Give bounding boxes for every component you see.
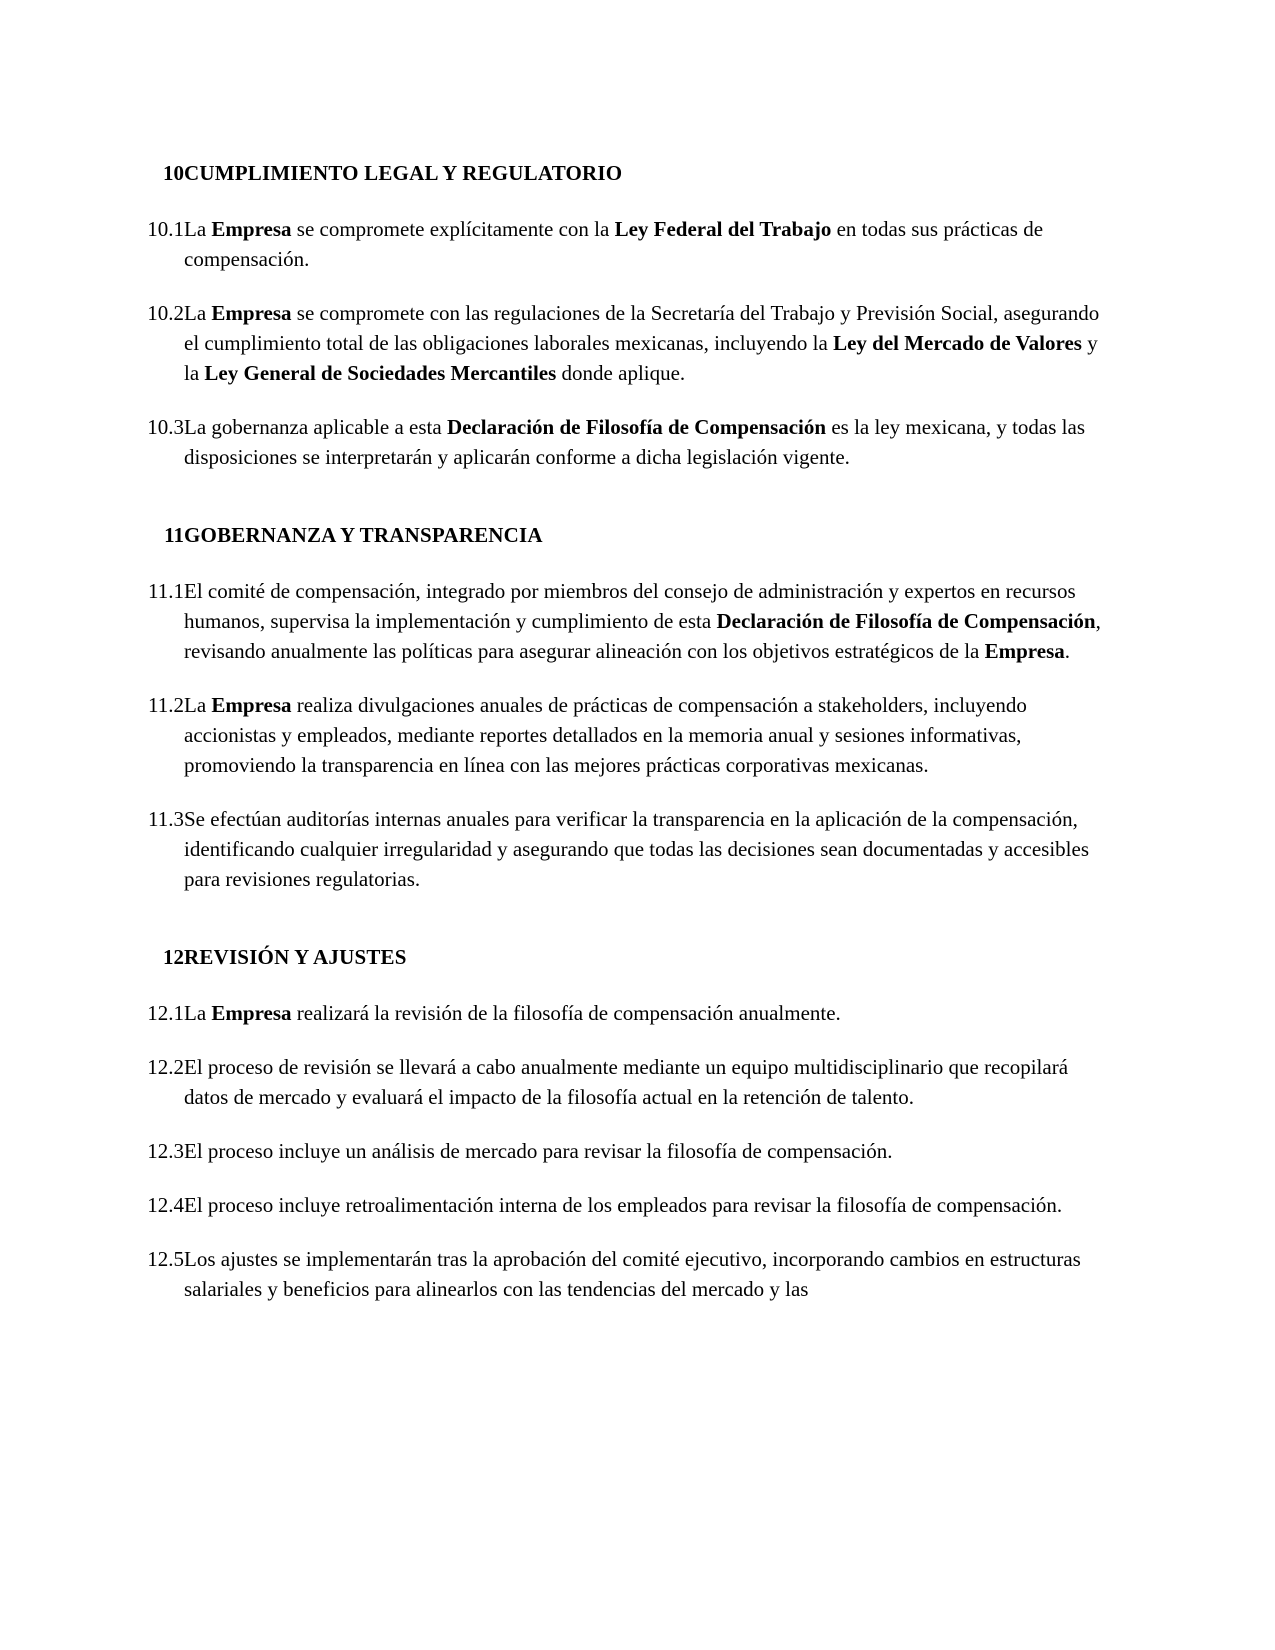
bold-term: Empresa	[211, 693, 292, 717]
document-section	[137, 520, 1117, 894]
clause-number: 10.2	[147, 301, 184, 325]
section-number: 10	[163, 161, 184, 185]
document-content	[137, 158, 1117, 1304]
clause-number: 12.3	[147, 1139, 184, 1163]
clause-number: 11.1	[148, 579, 184, 603]
bold-term: Ley del Mercado de Valores	[833, 331, 1082, 355]
clause-text: La gobernanza aplicable a esta Declaración de Filosofía de Compensación es la ley mexicana, y todas las disposiciones se interpretarán y aplicarán conforme a dicha legislación vigente.	[184, 415, 1085, 469]
section-number: 12	[163, 945, 184, 969]
bold-term: Empresa	[211, 217, 292, 241]
clause-row	[137, 1136, 1117, 1166]
clause-number: 10.1	[147, 217, 184, 241]
bold-term: Declaración de Filosofía de Compensación	[716, 609, 1096, 633]
bold-term: Empresa	[984, 639, 1065, 663]
clause-text: La Empresa realizará la revisión de la filosofía de compensación anualmente.	[184, 1001, 841, 1025]
clause-number: 11.3	[148, 807, 184, 831]
clause-row	[137, 412, 1117, 472]
clause-text: Se efectúan auditorías internas anuales para verificar la transparencia en la aplicación de la compensación, identificando cualquier irregularidad y asegurando que todas las decisiones sean documentadas y accesibles para revisiones regulatorias.	[184, 807, 1089, 891]
clause-number: 12.2	[147, 1055, 184, 1079]
bold-term: Empresa	[211, 301, 292, 325]
section-title: REVISIÓN Y AJUSTES	[184, 945, 407, 969]
clause-row	[137, 690, 1117, 780]
clause-text: El proceso incluye retroalimentación interna de los empleados para revisar la filosofía de compensación.	[184, 1193, 1063, 1217]
clause-text: El comité de compensación, integrado por miembros del consejo de administración y expertos en recursos humanos, supervisa la implementación y cumplimiento de esta Declaración de Filosofía de Compensación, revisando anualmente las políticas para asegurar alineación con los objetivos estratégicos de la Empresa.	[184, 579, 1101, 663]
clause-number: 11.2	[148, 693, 184, 717]
clause-number: 12.4	[147, 1193, 184, 1217]
clause-row	[137, 298, 1117, 388]
bold-term: Declaración de Filosofía de Compensación	[446, 415, 827, 439]
section-heading-row	[137, 942, 1117, 972]
clause-number: 12.1	[147, 1001, 184, 1025]
clause-row	[137, 576, 1117, 666]
clause-text: El proceso de revisión se llevará a cabo anualmente mediante un equipo multidisciplinario que recopilará datos de mercado y evaluará el impacto de la filosofía actual en la retención de talento.	[184, 1055, 1069, 1109]
clause-row	[137, 1244, 1117, 1304]
section-heading-row	[137, 158, 1117, 188]
clause-text: Los ajustes se implementarán tras la aprobación del comité ejecutivo, incorporando cambios en estructuras salariales y beneficios para alinearlos con las tendencias del mercado y las	[184, 1247, 1081, 1301]
clause-number: 10.3	[147, 415, 184, 439]
clause-number: 12.5	[147, 1247, 184, 1271]
clause-row	[137, 1052, 1117, 1112]
document-section	[137, 158, 1117, 472]
clause-row	[137, 804, 1117, 894]
section-title: CUMPLIMIENTO LEGAL Y REGULATORIO	[184, 161, 623, 185]
clause-text: La Empresa se compromete con las regulaciones de la Secretaría del Trabajo y Previsión Social, asegurando el cumplimiento total de las obligaciones laborales mexicanas, incluyendo la Ley del Mercado de Valores y la Ley General de Sociedades Mercantiles donde aplique.	[184, 301, 1100, 385]
clause-row	[137, 1190, 1117, 1220]
clause-text: El proceso incluye un análisis de mercado para revisar la filosofía de compensación.	[184, 1139, 893, 1163]
document-section	[137, 942, 1117, 1304]
section-number: 11	[164, 523, 184, 547]
section-title: GOBERNANZA Y TRANSPARENCIA	[184, 523, 543, 547]
clause-text: La Empresa realiza divulgaciones anuales de prácticas de compensación a stakeholders, incluyendo accionistas y empleados, mediante reportes detallados en la memoria anual y sesiones informativas, promoviendo la transparencia en línea con las mejores prácticas corporativas mexicanas.	[184, 693, 1027, 777]
bold-term: Empresa	[211, 1001, 292, 1025]
bold-term: Ley Federal del Trabajo	[614, 217, 832, 241]
clause-row	[137, 214, 1117, 274]
clause-text: La Empresa se compromete explícitamente con la Ley Federal del Trabajo en todas sus prácticas de compensación.	[184, 217, 1044, 271]
section-heading-row	[137, 520, 1117, 550]
bold-term: Ley General de Sociedades Mercantiles	[204, 361, 557, 385]
clause-row	[137, 998, 1117, 1028]
